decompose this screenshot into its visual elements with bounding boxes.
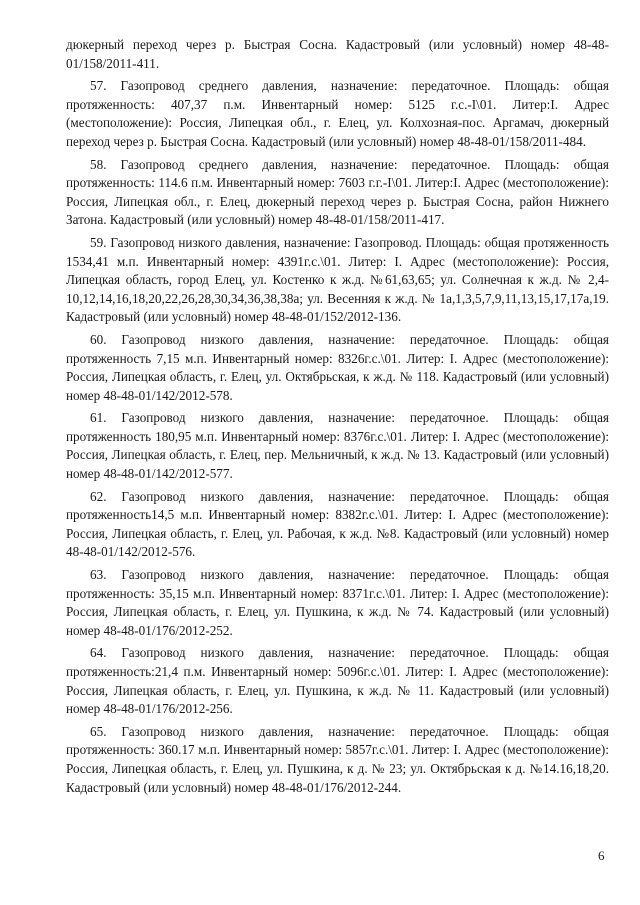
paragraph-item-58: 58. Газопровод среднего давления, назначение: передаточное. Площадь: общая протяженность: 114.6 п.м. Инвентарный номер: 7603 г.г.-I\01. Литер:I. Адрес (местоположение): Россия, Липецкая обл., г. Елец, дюкерный переход через р. Быстрая Сосна, район Нижнего Затона. Кадастровый (или условный) номер 48-48-01/158/2011-417. xyxy=(66,156,609,228)
paragraph-item-65: 65. Газопровод низкого давления, назначение: передаточное. Площадь: общая протяженность: 360.17 м.п. Инвентарный номер: 5857г.с.\01. Литер: I. Адрес (местоположение): Россия, Липецкая область, г. Елец, ул. Пушкина, к д. № 23; ул. Октябрьская к д. №14.16,18,20. Кадастровый (или условный) номер 48-48-01/176/2012-244. xyxy=(66,723,609,795)
paragraph-item-61: 61. Газопровод низкого давления, назначение: передаточное. Площадь: общая протяженность 180,95 м.п. Инвентарный номер: 8376г.с.\01. Литер: I. Адрес (местоположение): Россия, Липецкая область, г. Елец, пер. Мельничный, к ж.д. № 13. Кадастровый (или условный) номер 48-48-01/142/2012-577. xyxy=(66,410,609,482)
paragraph-item-60: 60. Газопровод низкого давления, назначение: передаточное. Площадь: общая протяженность 7,15 м.п. Инвентарный номер: 8326г.с.\01. Литер: I. Адрес (местоположение): Россия, Липецкая область, г. Елец, ул. Октябрьская, к ж.д. № 118. Кадастровый (или условный) номер 48-48-01/142/2012-578. xyxy=(66,331,609,403)
paragraph-item-63: 63. Газопровод низкого давления, назначение: передаточное. Площадь: общая протяженность: 35,15 м.п. Инвентарный номер: 8371г.с.\01. Литер: I. Адрес (местоположение): Россия, Липецкая область, г. Елец, ул. Пушкина, к ж.д. № 74. Кадастровый (или условный) номер 48-48-01/176/2012-252. xyxy=(66,567,609,638)
paragraph-continuation: дюкерный переход через р. Быстрая Сосна. Кадастровый (или условный) номер 48-48-01/158/2011-411. xyxy=(66,37,609,71)
document-body xyxy=(66,36,609,801)
paragraph-item-62: 62. Газопровод низкого давления, назначение: передаточное. Площадь: общая протяженность14,5 м.п. Инвентарный номер: 8382г.с.\01. Литер: I. Адрес (местоположение): Россия, Липецкая область, г. Елец, ул. Рабочая, к ж.д. №8. Кадастровый (или условный) номер 48-48-01/142/2012-576. xyxy=(66,488,609,560)
page-number: 6 xyxy=(598,848,605,863)
paragraph-item-64: 64. Газопровод низкого давления, назначение: передаточное. Площадь: общая протяженность:21,4 п.м. Инвентарный номер: 5096г.с.\01. Литер: I. Адрес (местоположение): Россия, Липецкая область, г. Елец, ул. Пушкина, к ж.д. № 11. Кадастровый (или условный) номер 48-48-01/176/2012-256. xyxy=(66,645,609,717)
paragraph-item-59: 59. Газопровод низкого давления, назначение: Газопровод. Площадь: общая протяженность 1534,41 м.п. Инвентарный номер: 4391г.с.\01. Литер: I. Адрес (местоположение): Россия, Липецкая область, город Елец, ул. Костенко к ж.д. №61,63,65; ул. Солнечная к ж.д. № 2,4-10,12,14,16,18,20,22,26,28,30,34,36,38,38а; ул. Весенняя к ж.д. № 1а,1,3,5,7,9,11,13,15,17,17а,19. Кадастровый (или условный) номер 48-48-01/152/2012-136. xyxy=(66,234,609,325)
paragraph-item-57: 57. Газопровод среднего давления, назначение: передаточное. Площадь: общая протяженность: 407,37 п.м. Инвентарный номер: 5125 г.с.-I\01. Литер:I. Адрес (местоположение): Россия, Липецкая обл., г. Елец, ул. Колхозная-пос. Аргамач, дюкерный переход через р. Быстрая Сосна. Кадастровый (или условный) номер 48-48-01/158/2011-484. xyxy=(66,78,609,149)
